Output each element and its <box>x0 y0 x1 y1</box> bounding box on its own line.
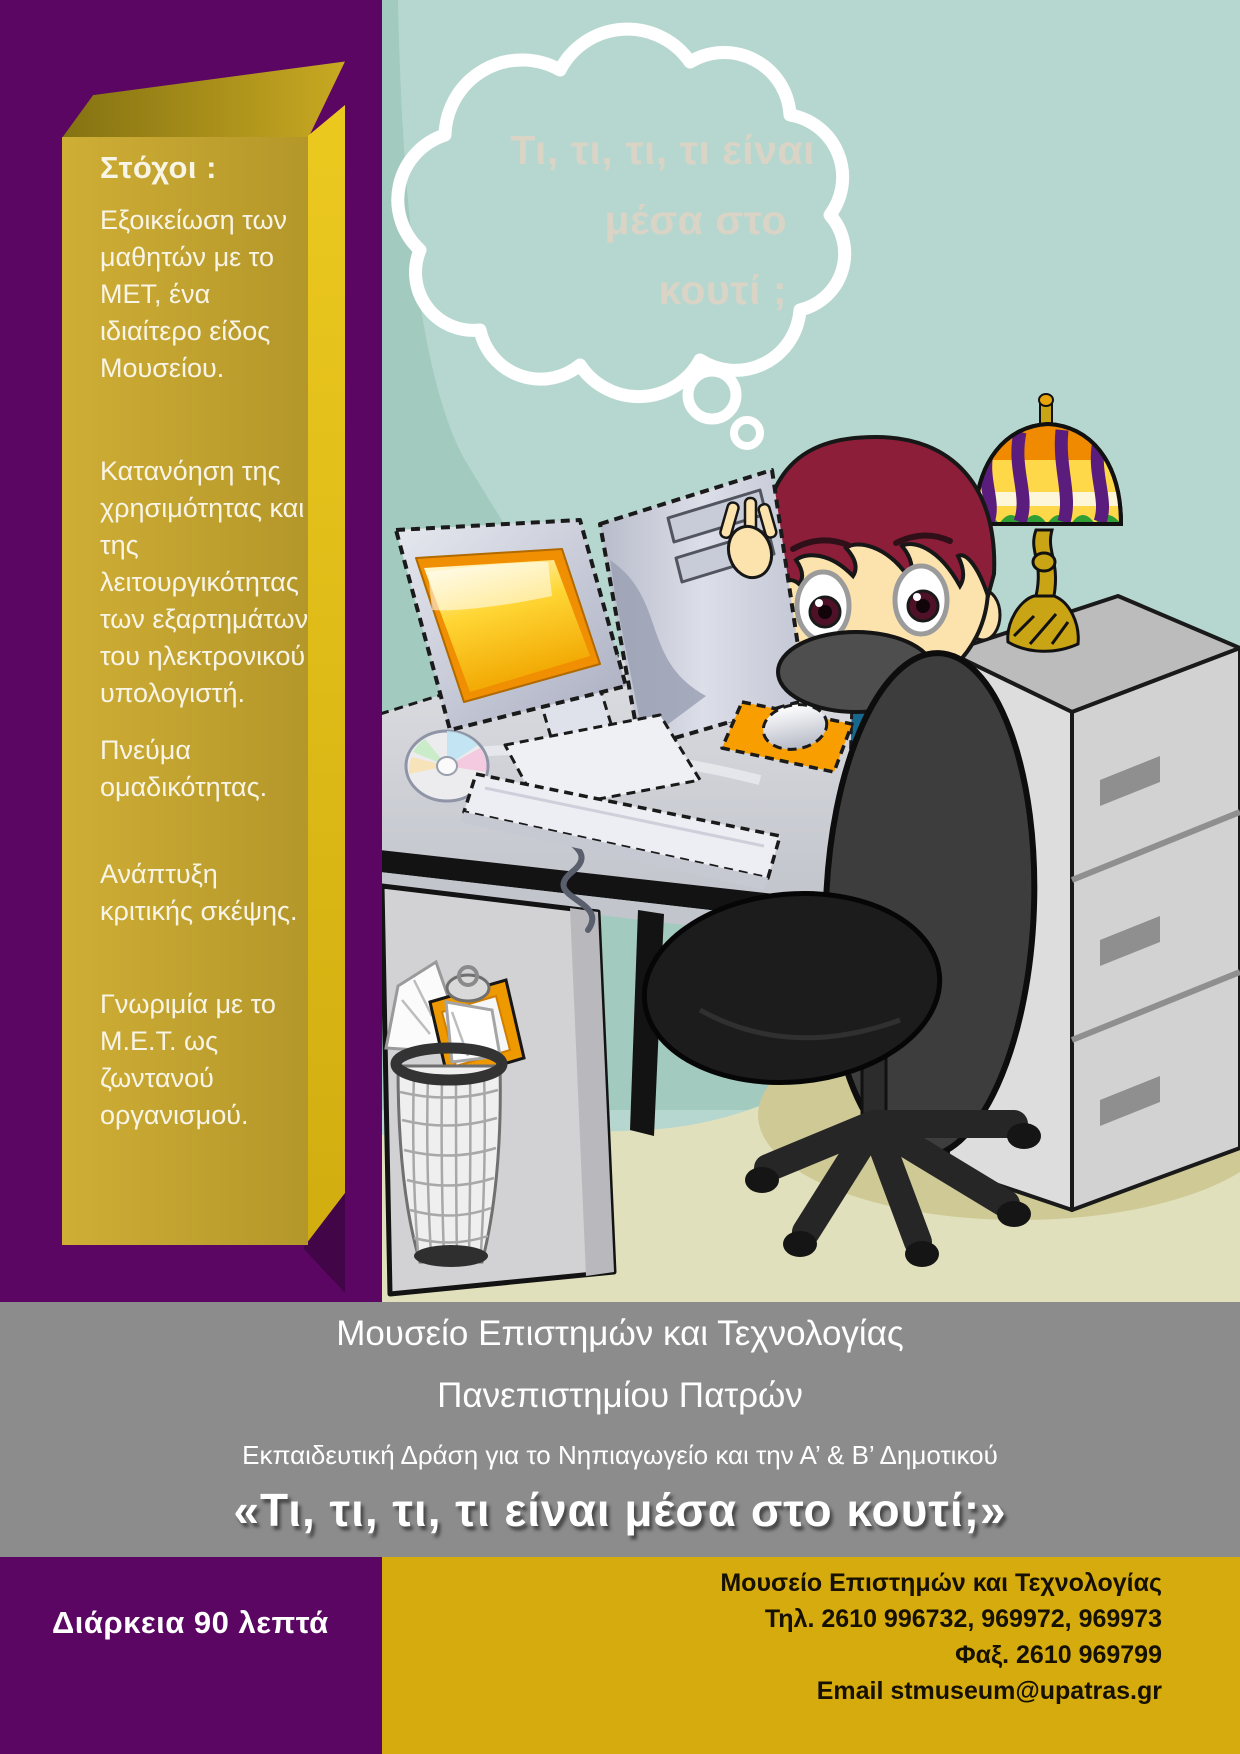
trash-can-bottom <box>414 1245 488 1267</box>
boy-eye <box>895 566 947 634</box>
objectives-list <box>100 150 312 1134</box>
boy-eye <box>797 572 849 640</box>
contact-phone: Τηλ. 2610 996732, 969972, 969973 <box>764 1605 1162 1633</box>
bubble-line: Τι, τι, τι, τι είναι <box>510 127 815 173</box>
objective-item: Πνεύμα ομαδικότητας. <box>100 735 268 802</box>
duration-text: Διάρκεια 90 λεπτά <box>52 1605 329 1640</box>
banner-subtitle: Εκπαιδευτική Δράση για το Νηπιαγωγείο και την Α’ & Β’ Δημοτικού <box>242 1440 998 1470</box>
title-banner <box>0 1302 1240 1557</box>
gold-box-top-bevel <box>62 60 345 138</box>
objective-item: Κατανόηση της χρησιμότητας και της λειτουργικότητας των εξαρτημάτων του ηλεκτρονικού υπολογιστή. <box>100 456 309 708</box>
museum-name-line1: Μουσείο Επιστημών και Τεχνολογίας <box>336 1314 904 1353</box>
objective-item: Γνωριμία με το Μ.Ε.Τ. ως ζωντανού οργανισμού. <box>100 989 276 1130</box>
contact-email: Email stmuseum@upatras.gr <box>816 1677 1162 1705</box>
duration-block <box>0 1557 382 1754</box>
contact-fax: Φαξ. 2610 969799 <box>955 1641 1162 1669</box>
museum-name-line2: Πανεπιστημίου Πατρών <box>437 1376 803 1415</box>
objective-item: Εξοικείωση των μαθητών με το ΜΕΤ, ένα ιδιαίτερο είδος Μουσείου. <box>100 205 288 383</box>
contact-org: Μουσείο Επιστημών και Τεχνολογίας <box>720 1569 1162 1597</box>
left-column <box>0 0 382 1302</box>
thought-bubble-text <box>455 128 815 338</box>
bubble-line: κουτί ; <box>658 267 787 313</box>
objective-item: Ανάπτυξη κριτικής σκέψης. <box>100 859 298 926</box>
event-title: «Τι, τι, τι, τι είναι μέσα στο κουτί;» <box>233 1484 1007 1536</box>
contact-block <box>382 1557 1240 1754</box>
bubble-line: μέσα στο <box>604 197 787 243</box>
objectives-heading: Στόχοι : <box>100 150 217 185</box>
gold-box-right-edge <box>308 105 345 1290</box>
